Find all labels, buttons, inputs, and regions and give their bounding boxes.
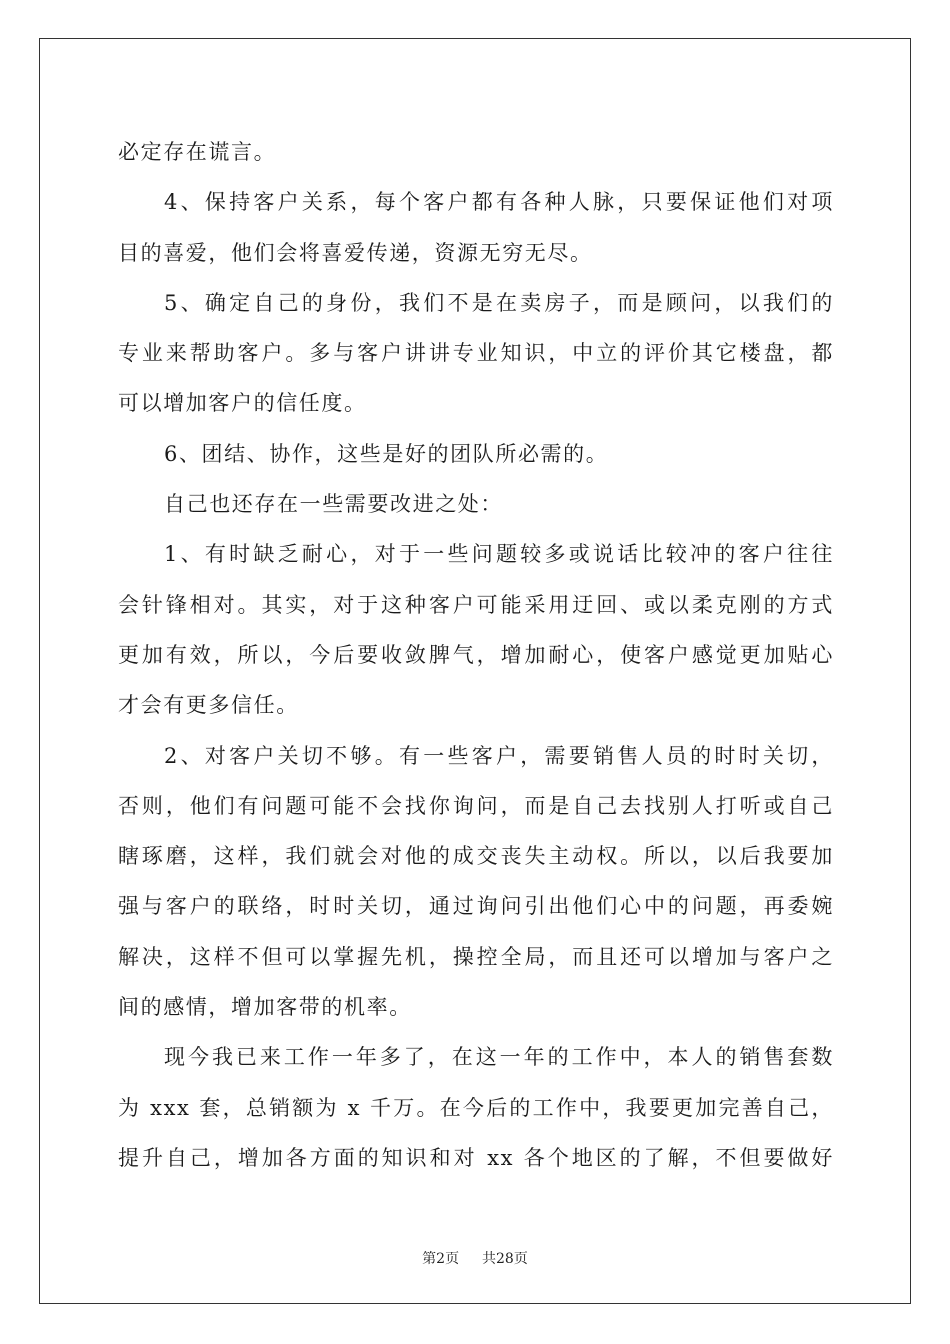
text-line: 会针锋相对。其实，对于这种客户可能采用迂回、或以柔克刚的方式 [118, 592, 834, 617]
text-line: 更加有效，所以，今后要收敛脾气，增加耐心，使客户感觉更加贴心 [118, 642, 834, 667]
page-number-total: 共28页 [482, 1251, 528, 1267]
text-line: 才会有更多信任。 [118, 693, 299, 718]
text-line: 提升自己，增加各方面的知识和对 xx 各个地区的了解，不但要做好 [118, 1145, 834, 1170]
text-line: 瞎琢磨，这样，我们就会对他的成交丧失主动权。所以，以后我要加 [118, 844, 834, 869]
document-body [118, 127, 834, 1183]
text-line: 为 xxx 套，总销额为 x 千万。在今后的工作中，我要更加完善自己， [118, 1095, 834, 1120]
text-line: 否则，他们有问题可能不会找你询问，而是自己去找别人打听或自己 [118, 793, 834, 818]
text-line: 专业来帮助客户。多与客户讲讲专业知识，中立的评价其它楼盘，都 [118, 341, 834, 366]
text-line: 2、对客户关切不够。有一些客户，需要销售人员的时时关切， [164, 743, 834, 768]
text-line: 自己也还存在一些需要改进之处： [164, 492, 503, 517]
text-line: 强与客户的联络，时时关切，通过询问引出他们心中的问题，再委婉 [118, 894, 834, 919]
text-line: 现今我已来工作一年多了，在这一年的工作中，本人的销售套数 [164, 1045, 834, 1070]
text-line: 6、团结、协作，这些是好的团队所必需的。 [164, 441, 609, 466]
text-line: 解决，这样不但可以掌握先机，操控全局，而且还可以增加与客户之 [118, 944, 834, 969]
text-line: 1、有时缺乏耐心，对于一些问题较多或说话比较冲的客户往往 [164, 542, 834, 567]
page-footer [0, 1248, 950, 1268]
text-line: 可以增加客户的信任度。 [118, 391, 367, 416]
text-line: 间的感情，增加客带的机率。 [118, 995, 412, 1020]
text-line: 4、保持客户关系，每个客户都有各种人脉，只要保证他们对项 [164, 190, 834, 215]
text-line: 5、确定自己的身份，我们不是在卖房子，而是顾问，以我们的 [164, 290, 834, 315]
page-number-current: 第2页 [422, 1251, 460, 1267]
text-line: 必定存在谎言。 [118, 140, 277, 164]
text-line: 目的喜爱，他们会将喜爱传递，资源无穷无尽。 [118, 240, 593, 265]
